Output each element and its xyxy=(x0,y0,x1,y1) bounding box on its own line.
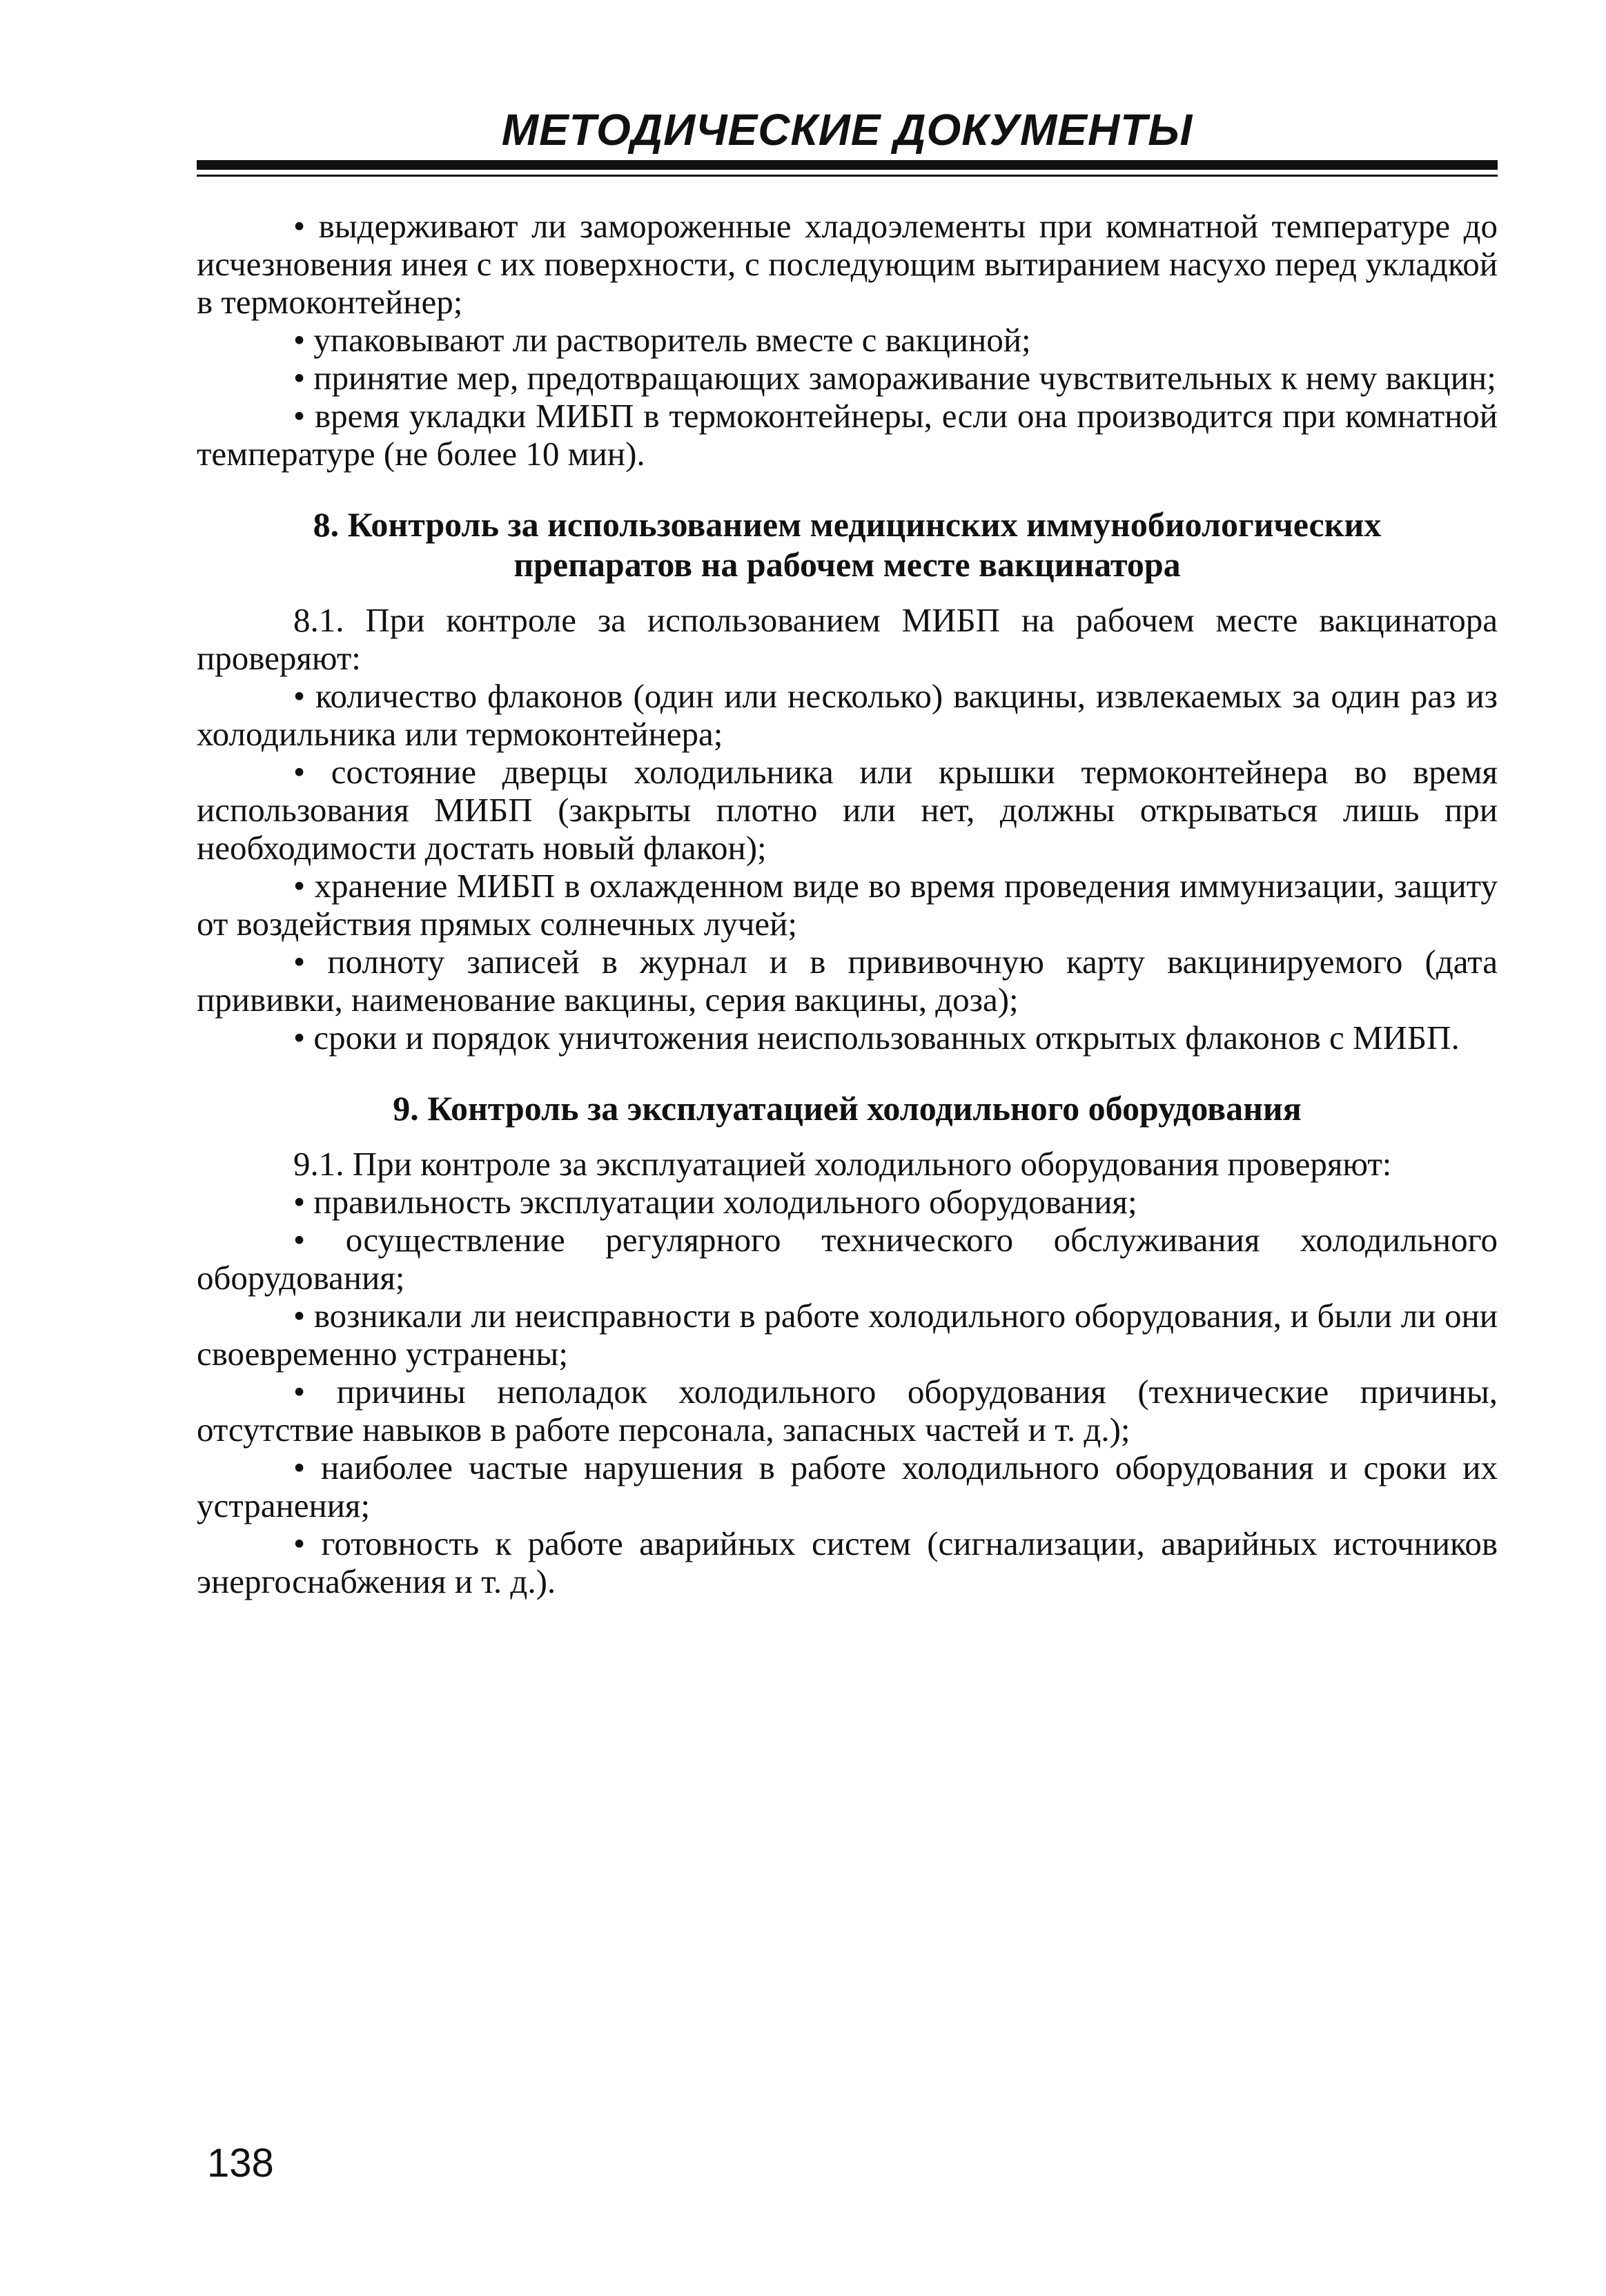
section-9-heading xyxy=(197,1088,1498,1128)
section-8-bullet-5: • сроки и порядок уничтожения неиспользованных открытых флаконов с МИБП. xyxy=(197,1019,1498,1057)
intro-bullet-2: • упаковывают ли растворитель вместе с вакциной; xyxy=(197,321,1498,359)
intro-bullet-1: • выдерживают ли замороженные хладоэлементы при комнатной температуре до исчезновения инея с их поверхности, с последующим вытиранием насухо перед укладкой в термоконтейнер; xyxy=(197,207,1498,321)
section-9-bullet-6: • готовность к работе аварийных систем (сигнализации, аварийных источников энергоснабжения и т. д.). xyxy=(197,1524,1498,1600)
section-8-bullet-2: • состояние дверцы холодильника или крышки термоконтейнера во время использования МИБП (закрыты плотно или нет, должны открываться лишь при необходимости достать новый флакон); xyxy=(197,753,1498,867)
section-9-bullet-4: • причины неполадок холодильного оборудования (технические причины, отсутствие навыков в работе персонала, запасных частей и т. д.); xyxy=(197,1373,1498,1449)
intro-bullet-4: • время укладки МИБП в термоконтейнеры, если она производится при комнатной температуре (не более 10 мин). xyxy=(197,397,1498,473)
intro-bullet-3: • принятие мер, предотвращающих замораживание чувствительных к нему вакцин; xyxy=(197,359,1498,397)
section-8-heading-line-1: 8. Контроль за использованием медицинских иммунобиологических xyxy=(313,505,1382,544)
section-9-bullet-5: • наиболее частые нарушения в работе холодильного оборудования и сроки их устранения; xyxy=(197,1449,1498,1524)
section-8-intro: 8.1. При контроле за использованием МИБП на рабочем месте вакцинатора проверяют: xyxy=(197,601,1498,677)
running-header-title: МЕТОДИЧЕСКИЕ ДОКУМЕНТЫ xyxy=(501,105,1193,155)
section-8-bullet-4: • полноту записей в журнал и в прививочную карту вакцинируемого (дата прививки, наименование вакцины, серия вакцины, доза); xyxy=(197,943,1498,1019)
section-9-bullet-1: • правильность эксплуатации холодильного оборудования; xyxy=(197,1183,1498,1221)
section-9-intro: 9.1. При контроле за эксплуатацией холодильного оборудования проверяют: xyxy=(293,1145,1392,1183)
section-8-heading-line-2: препаратов на рабочем месте вакцинатора xyxy=(513,545,1181,584)
header-rule-thick xyxy=(197,160,1498,170)
header-rule-thin xyxy=(197,175,1498,177)
section-9-bullet-3: • возникали ли неисправности в работе холодильного оборудования, и были ли они своевременно устранены; xyxy=(197,1297,1498,1373)
body-text xyxy=(197,207,1498,1600)
section-9-heading-line: 9. Контроль за эксплуатацией холодильного оборудования xyxy=(393,1089,1302,1128)
section-9-bullet-2: • осуществление регулярного технического обслуживания холодильного оборудования; xyxy=(197,1221,1498,1297)
section-8-bullet-1: • количество флаконов (один или несколько) вакцины, извлекаемых за один раз из холодильника или термоконтейнера; xyxy=(197,677,1498,753)
section-8-heading xyxy=(197,504,1498,585)
page-number: 138 xyxy=(207,2141,274,2186)
section-8-bullet-3: • хранение МИБП в охлажденном виде во время проведения иммунизации, защиту от воздействия прямых солнечных лучей; xyxy=(197,867,1498,943)
